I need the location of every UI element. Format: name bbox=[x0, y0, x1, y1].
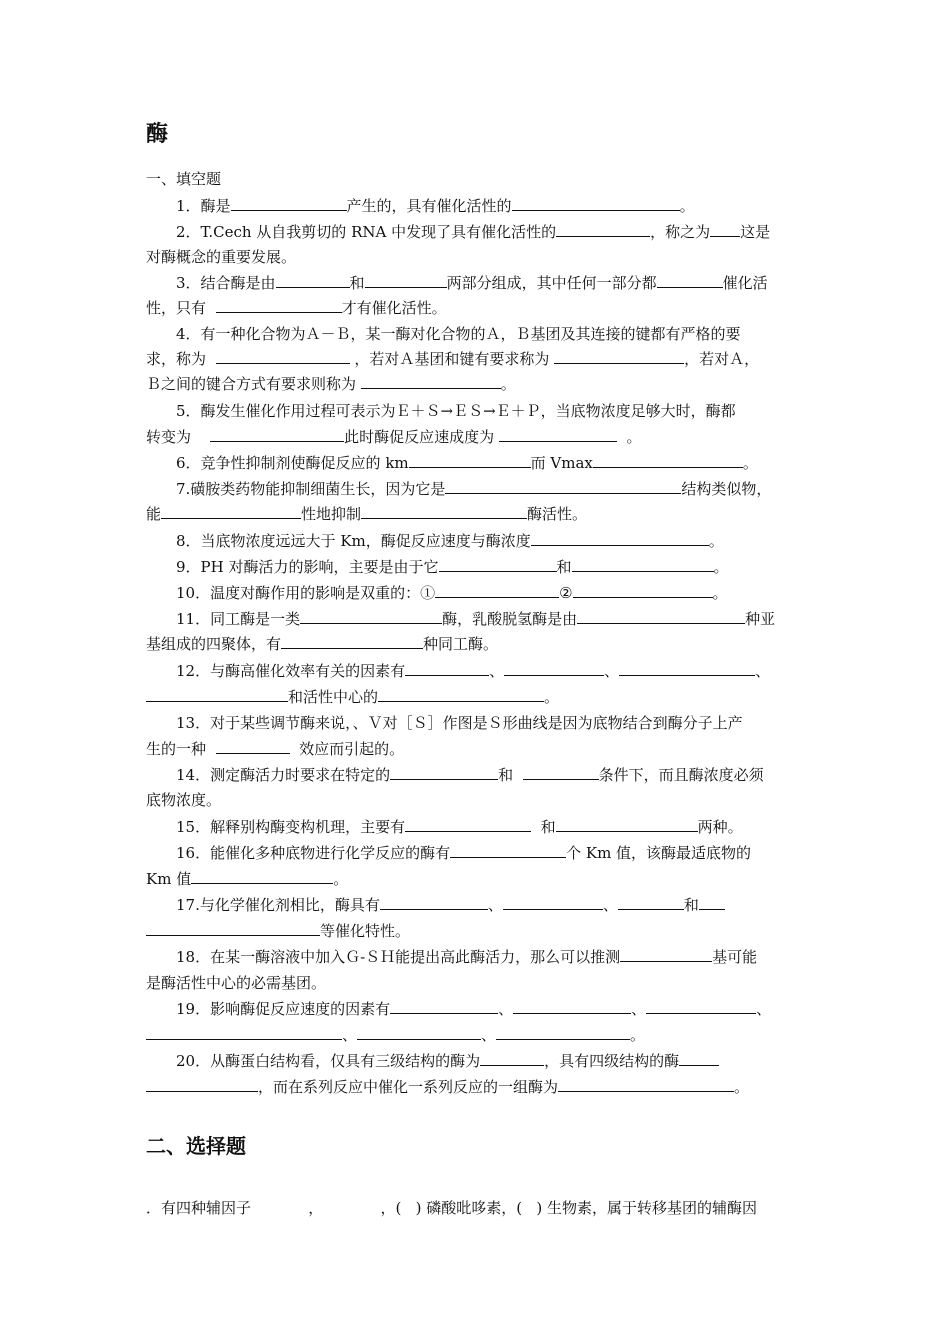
question-7: 7.磺胺类药物能抑制细菌生长，因为它是 结构类似物， bbox=[176, 480, 772, 498]
answer-blank bbox=[646, 999, 756, 1014]
answer-blank bbox=[572, 557, 714, 572]
question-19-cont: 、 、 。 bbox=[146, 1025, 645, 1045]
question-20-cont: ，而在系列反应中催化一系列反应的一组酶为 。 bbox=[146, 1077, 749, 1097]
question-18-cont: 是酶活性中心的必需基团。 bbox=[146, 974, 327, 992]
question-4-cont: 求，称为 ，若对Ａ基团和键有要求称为 ，若对Ａ， bbox=[146, 350, 760, 368]
answer-blank bbox=[710, 222, 740, 237]
answer-blank bbox=[365, 273, 447, 288]
answer-blank bbox=[146, 687, 288, 702]
answer-blank bbox=[357, 1025, 481, 1040]
answer-blank bbox=[450, 843, 566, 858]
answer-blank bbox=[361, 374, 501, 389]
question-4: 4．有一种化合物为Ａ－Ｂ，某一酶对化合物的Ａ，Ｂ基团及其连接的键都有严格的要 bbox=[176, 325, 741, 343]
question-14: 14．测定酶活力时要求在特定的 和 条件下，而且酶浓度必须 bbox=[176, 766, 764, 784]
answer-blank bbox=[558, 1077, 734, 1092]
question-13: 13．对于某些调节酶来说，、Ｖ对［Ｓ］作图是Ｓ形曲线是因为底物结合到酶分子上产 bbox=[176, 714, 743, 732]
question-19: 19．影响酶促反应速度的因素有 、 、 、 bbox=[176, 1000, 772, 1018]
question-13-cont: 生的一种 效应而引起的。 bbox=[146, 740, 405, 758]
question-3: 3．结合酶是由 和 两部分组成，其中任何一部分都 催化活 bbox=[176, 274, 768, 292]
question-14-cont: 底物浓度。 bbox=[146, 791, 222, 809]
choice-question-1: ．有四种辅因子 ， ，( ) 磷酸吡哆素，( ) 生物素，属于转移基团的辅酶因 bbox=[146, 1199, 758, 1217]
answer-blank bbox=[556, 222, 650, 237]
answer-blank bbox=[435, 583, 559, 598]
answer-blank bbox=[191, 869, 333, 884]
answer-blank bbox=[699, 895, 725, 910]
question-12: 12．与酶高催化效率有关的因素有 、 、 、 bbox=[176, 662, 771, 680]
answer-blank bbox=[512, 196, 680, 211]
answer-blank bbox=[618, 895, 684, 910]
question-6: 6．竞争性抑制剂使酶促反应的 km 而 Vmax 。 bbox=[176, 454, 758, 472]
answer-blank bbox=[146, 1025, 342, 1040]
question-7-cont: 能 性地抑制 酶活性。 bbox=[146, 505, 588, 523]
answer-blank bbox=[390, 765, 498, 780]
answer-blank bbox=[216, 739, 290, 754]
question-17-cont: 等催化特性。 bbox=[146, 921, 410, 941]
answer-blank bbox=[276, 273, 350, 288]
question-1: 1．酶是 产生的，具有催化活性的 。 bbox=[176, 197, 695, 215]
question-16: 16．能催化多种底物进行化学反应的酶有 个 Km 值，该酶最适底物的 bbox=[176, 844, 752, 862]
question-15: 15．解释别构酶变构机理，主要有 和 两种。 bbox=[176, 818, 743, 836]
answer-blank bbox=[390, 999, 498, 1014]
section-heading-multiple-choice: 二、选择题 bbox=[146, 1134, 246, 1158]
answer-blank bbox=[480, 1051, 544, 1066]
answer-blank bbox=[503, 895, 603, 910]
question-2-cont: 对酶概念的重要发展。 bbox=[146, 248, 297, 266]
question-10: 10．温度对酶作用的影响是双重的：① ② 。 bbox=[176, 584, 728, 602]
answer-blank bbox=[577, 609, 745, 624]
question-3-cont: 性，只有 才有催化活性。 bbox=[146, 299, 447, 317]
answer-blank bbox=[300, 609, 442, 624]
answer-blank bbox=[619, 661, 755, 676]
page-title: 酶 bbox=[146, 121, 169, 147]
question-2: 2．T.Cech 从自我剪切的 RNA 中发现了具有催化活性的 ，称之为 这是 bbox=[176, 223, 771, 241]
answer-blank bbox=[496, 1025, 630, 1040]
question-5: 5．酶发生催化作用过程可表示为Ｅ＋Ｓ→ＥＳ→Ｅ＋Ｐ，当底物浓度足够大时，酶都 bbox=[176, 402, 736, 420]
answer-blank bbox=[556, 817, 698, 832]
question-5-cont: 转变为 此时酶促反应速成度为 。 bbox=[146, 428, 642, 446]
question-4-cont2: Ｂ之间的键合方式有要求则称为 。 bbox=[146, 375, 516, 393]
answer-blank bbox=[405, 817, 531, 832]
answer-blank bbox=[380, 895, 488, 910]
question-16-cont: Km 值 。 bbox=[146, 870, 349, 888]
answer-blank bbox=[531, 531, 709, 546]
answer-blank bbox=[657, 273, 723, 288]
answer-blank bbox=[361, 504, 527, 519]
question-20: 20．从酶蛋白结构看，仅具有三级结构的酶为 ，具有四级结构的酶 bbox=[176, 1051, 719, 1071]
answer-blank bbox=[409, 453, 531, 468]
section-heading-fill-blank: 一、填空题 bbox=[146, 170, 222, 188]
answer-blank bbox=[231, 196, 347, 211]
question-18: 18．在某一酶溶液中加入Ｇ-ＳＨ能提出高此酶活力，那么可以推测 基可能 bbox=[176, 948, 758, 966]
answer-blank bbox=[620, 947, 712, 962]
question-12-cont: 和活性中心的 。 bbox=[146, 687, 559, 707]
answer-blank bbox=[146, 1077, 258, 1092]
answer-blank bbox=[513, 999, 631, 1014]
answer-blank bbox=[281, 634, 423, 649]
answer-blank bbox=[445, 479, 681, 494]
answer-blank bbox=[216, 349, 350, 364]
question-17: 17.与化学催化剂相比，酶具有 、 、 和 bbox=[176, 895, 725, 915]
answer-blank bbox=[499, 427, 617, 442]
answer-blank bbox=[161, 504, 301, 519]
answer-blank bbox=[210, 427, 344, 442]
answer-blank bbox=[554, 349, 684, 364]
question-11: 11．同工酶是一类 酶，乳酸脱氢酶是由 种亚 bbox=[176, 610, 776, 628]
answer-blank bbox=[439, 557, 557, 572]
answer-blank bbox=[216, 298, 342, 313]
answer-blank bbox=[523, 765, 599, 780]
answer-blank bbox=[378, 687, 544, 702]
answer-blank bbox=[146, 921, 320, 936]
answer-blank bbox=[504, 661, 604, 676]
question-11-cont: 基组成的四聚体，有 种同工酶。 bbox=[146, 635, 499, 653]
answer-blank bbox=[593, 453, 743, 468]
answer-blank bbox=[405, 661, 489, 676]
answer-blank bbox=[573, 583, 713, 598]
answer-blank bbox=[679, 1051, 719, 1066]
question-8: 8．当底物浓度远远大于 Km，酶促反应速度与酶浓度 。 bbox=[176, 532, 724, 550]
question-9: 9．PH 对酶活力的影响，主要是由于它 和 。 bbox=[176, 558, 729, 576]
